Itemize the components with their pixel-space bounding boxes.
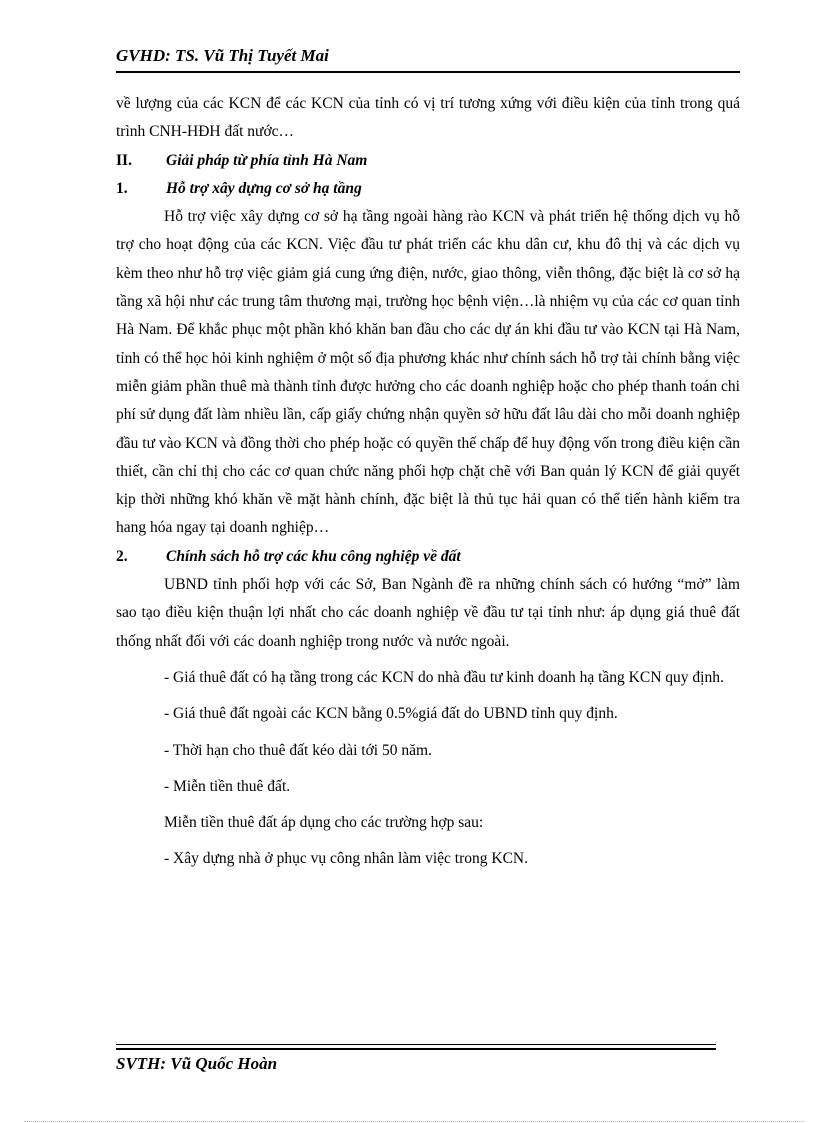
list-item: - Thời hạn cho thuê đất kéo dài tới 50 năm. — [164, 741, 432, 759]
subsection-heading-2 — [116, 543, 740, 571]
page-footer: SVTH: Vũ Quốc Hoàn — [116, 1054, 278, 1073]
footer-rule — [116, 1044, 716, 1045]
header-rule — [116, 71, 740, 73]
section-title: Giải pháp từ phía tỉnh Hà Nam — [166, 151, 368, 169]
subsection-number: 2. — [116, 547, 128, 565]
section-number: II. — [116, 151, 132, 169]
section-heading-2 — [116, 147, 740, 175]
subsection-heading-1 — [116, 175, 740, 203]
subsection-number: 1. — [116, 179, 128, 197]
land-policy-paragraph: UBND tỉnh phối hợp với các Sở, Ban Ngành đề ra những chính sách có hướng “mở” làm sao tạo điều kiện thuận lợi nhất cho các doanh nghiệp về đầu tư tại tỉnh như: áp dụng giá thuê đất thống nhất đối với các doanh nghiệp trong nước và nước ngoài. — [116, 576, 740, 650]
list-item: - Miễn tiền thuê đất. — [164, 777, 291, 795]
page-header: GVHD: TS. Vũ Thị Tuyết Mai — [116, 46, 329, 65]
list-item: - Giá thuê đất có hạ tầng trong các KCN do nhà đầu tư kinh doanh hạ tầng KCN quy định. — [164, 668, 724, 686]
list-item: - Giá thuê đất ngoài các KCN bằng 0.5%giá đất do UBND tỉnh quy định. — [164, 705, 618, 723]
infrastructure-paragraph: Hỗ trợ việc xây dựng cơ sở hạ tầng ngoài hàng rào KCN và phát triển hệ thống dịch vụ hỗ trợ cho hoạt động của các KCN. Việc đầu tư phát triển các khu dân cư, khu đô thị và các dịch vụ kèm theo như hỗ trợ việc giảm giá cung ứng điện, nước, giao thông, viễn thông, đặc biệt là cơ sở hạ tầng xã hội như các trung tâm thương mại, trường học bệnh viện…là nhiệm vụ của các cơ quan tỉnh Hà Nam. Để khắc phục một phần khó khăn ban đầu cho các dự án khi đầu tư vào KCN tại Hà Nam, tỉnh có thể học hỏi kinh nghiệm ở một số địa phương khác như chính sách hỗ trợ tài chính bằng việc miễn giảm phần thuê mà thành tỉnh được hưởng cho các doanh nghiệp hoặc cho phép thanh toán chi phí sử dụng đất làm nhiều lần, cấp giấy chứng nhận quyền sở hữu đất lâu dài cho mỗi doanh nghiệp đầu tư vào KCN và đồng thời cho phép hoặc có quyền thế chấp để huy động vốn trong điều kiện cần thiết, cần chỉ thị cho các cơ quan chức năng phối hợp chặt chẽ với Ban quản lý KCN để giải quyết kịp thời những khó khăn về mặt hành chính, đặc biệt là thủ tục hải quan có thể tiến hành kiểm tra hang hóa ngay tại doanh nghiệp… — [116, 208, 740, 537]
list-item: - Xây dựng nhà ở phục vụ công nhân làm việc trong KCN. — [164, 850, 528, 868]
list-item: Miễn tiền thuê đất áp dụng cho các trường hợp sau: — [164, 814, 484, 832]
intro-paragraph: về lượng của các KCN để các KCN của tỉnh có vị trí tương xứng với điều kiện của tỉnh trong quá trình CNH-HĐH đất nước… — [116, 95, 740, 141]
document-body — [116, 90, 740, 874]
subsection-title: Chính sách hỗ trợ các khu công nghiệp về đất — [166, 547, 461, 565]
page-edge-divider — [24, 1121, 804, 1122]
footer-rule — [116, 1048, 716, 1050]
subsection-title: Hỗ trợ xây dựng cơ sở hạ tầng — [166, 179, 362, 197]
